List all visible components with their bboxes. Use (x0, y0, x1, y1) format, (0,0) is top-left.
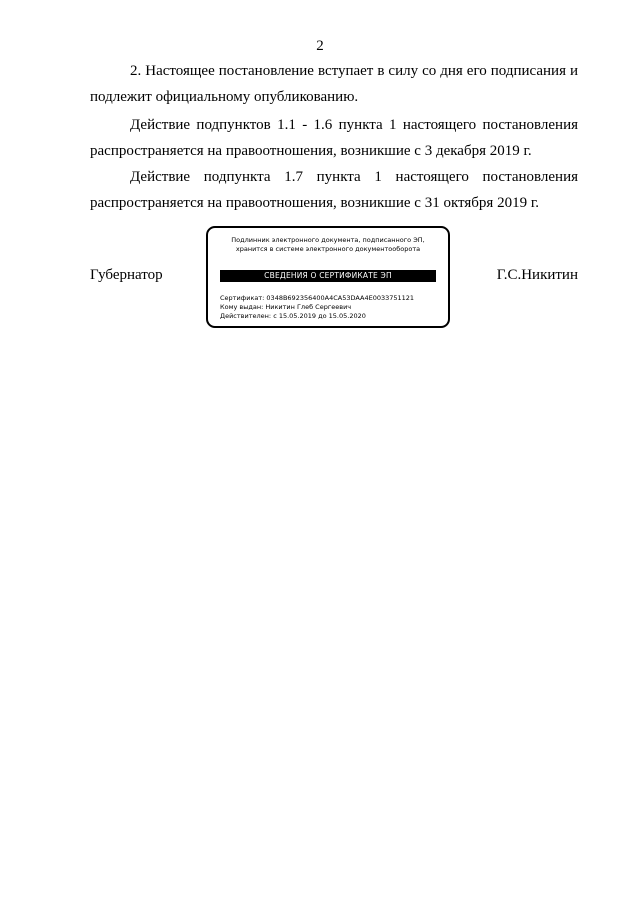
paragraph-text: Действие подпунктов 1.1 - 1.6 пункта 1 настоящего постановления распространяется на правоотношения, возникшие с 3 декабря 2019 г. (90, 117, 578, 159)
issued-to-label: Кому выдан: (220, 303, 264, 311)
issued-to-row (220, 303, 414, 312)
stamp-notice (208, 236, 448, 254)
electronic-signature-stamp (206, 226, 450, 328)
validity-row (220, 312, 414, 321)
paragraph-subpoint-1-7 (90, 164, 578, 216)
stamp-header: СВЕДЕНИЯ О СЕРТИФИКАТЕ ЭП (220, 270, 436, 282)
paragraph-subpoints-1-1-1-6 (90, 112, 578, 164)
validity-value: с 15.05.2019 до 15.05.2020 (273, 312, 366, 320)
signatory-position: Губернатор (90, 267, 163, 283)
page-number: 2 (316, 38, 324, 54)
certificate-row (220, 294, 414, 303)
certificate-label: Сертификат: (220, 294, 265, 302)
paragraph-effective-date (90, 58, 578, 110)
paragraph-text: Действие подпункта 1.7 пункта 1 настоящего постановления распространяется на правоотношения, возникшие с 31 октября 2019 г. (90, 169, 578, 211)
validity-label: Действителен: (220, 312, 272, 320)
stamp-notice-line1: Подлинник электронного документа, подписанного ЭП, (231, 236, 425, 244)
certificate-value: 0348B692356400A4CA53DAA4E0033751121 (266, 294, 415, 302)
issued-to-value: Никитин Глеб Сергеевич (265, 303, 352, 311)
signatory-name: Г.С.Никитин (496, 267, 578, 283)
stamp-details (220, 294, 414, 321)
stamp-notice-line2: хранится в системе электронного документооборота (235, 245, 421, 253)
paragraph-text: 2. Настоящее постановление вступает в силу со дня его подписания и подлежит официальному опубликованию. (90, 63, 578, 105)
